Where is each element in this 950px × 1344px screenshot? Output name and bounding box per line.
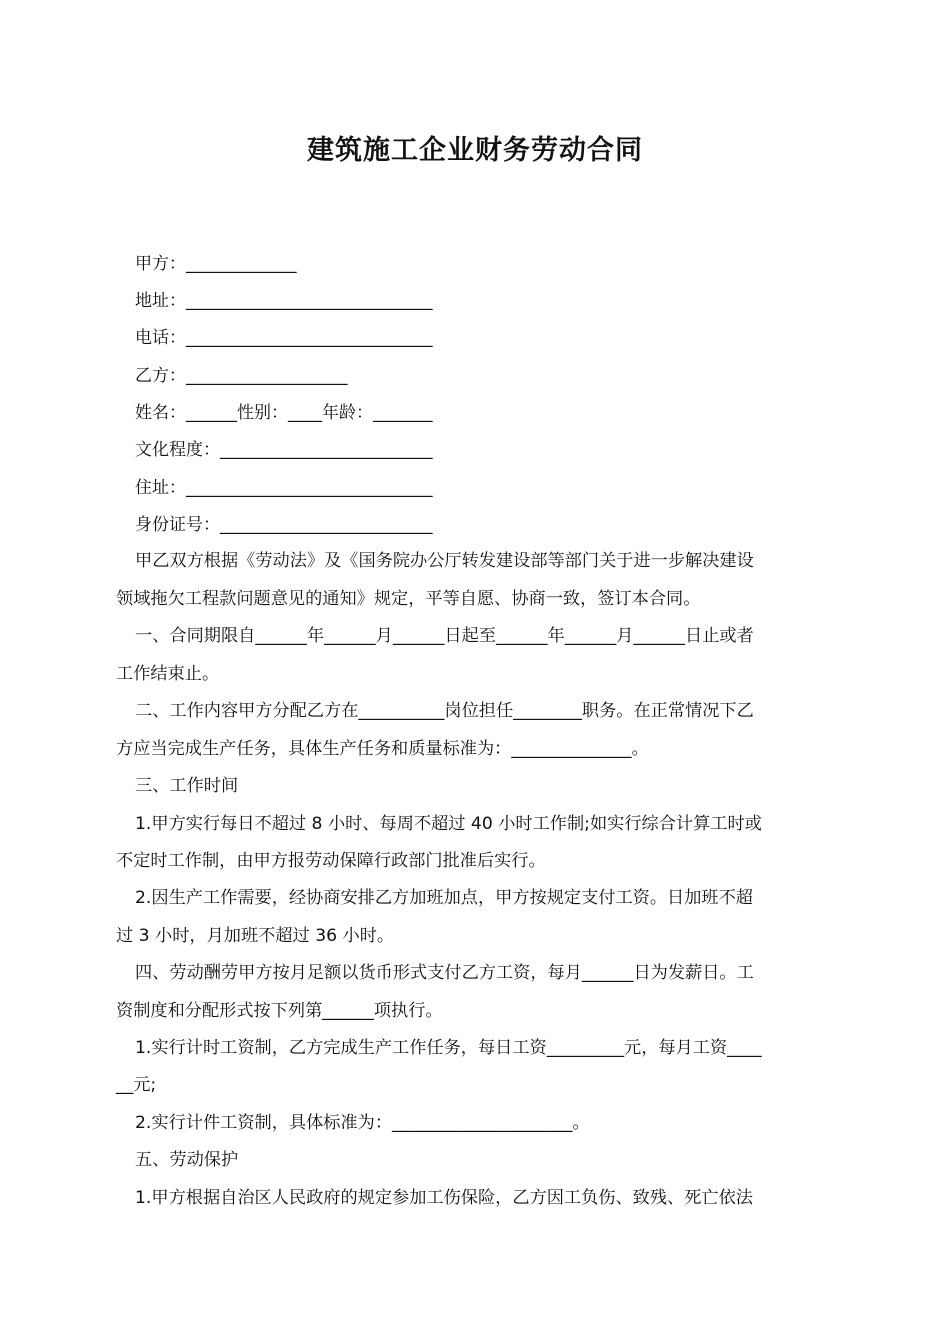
field-name-gender-age: 姓名：______性别：____年龄：_______ bbox=[135, 403, 433, 423]
body-line: 2.实行计件工资制，具体标准为：_____________________。 bbox=[135, 1113, 590, 1133]
field-party-a: 甲方：_____________ bbox=[135, 254, 297, 274]
body-line: 1.甲方根据自治区人民政府的规定参加工伤保险，乙方因工负伤、致残、死亡依法 bbox=[135, 1188, 753, 1208]
body-line: 二、工作内容甲方分配乙方在__________岗位担任________职务。在正常情况下乙 bbox=[135, 701, 754, 721]
section-heading: 三、工作时间 bbox=[135, 776, 239, 796]
body-line: 过 3 小时，月加班不超过 36 小时。 bbox=[116, 926, 395, 946]
field-phone: 电话：_____________________________ bbox=[135, 328, 433, 348]
body-line: 甲乙双方根据《劳动法》及《国务院办公厅转发建设部等部门关于进一步解决建设 bbox=[135, 551, 754, 571]
body-line: __元; bbox=[116, 1075, 157, 1095]
field-id-number: 身份证号：_________________________ bbox=[135, 515, 433, 535]
body-line: 资制度和分配形式按下列第______项执行。 bbox=[116, 1001, 443, 1021]
field-education: 文化程度：_________________________ bbox=[135, 440, 433, 460]
body-line: 不定时工作制，由甲方报劳动保障行政部门批准后实行。 bbox=[116, 851, 546, 871]
body-line: 一、合同期限自______年______月______日起至______年______月______日止或者 bbox=[135, 626, 754, 646]
body-line: 领域拖欠工程款问题意见的通知》规定，平等自愿、协商一致，签订本合同。 bbox=[116, 589, 701, 609]
body-line: 2.因生产工作需要，经协商安排乙方加班加点，甲方按规定支付工资。日加班不超 bbox=[135, 888, 753, 908]
field-party-b: 乙方：___________________ bbox=[135, 366, 348, 386]
section-heading: 五、劳动保护 bbox=[135, 1150, 239, 1170]
body-line: 工作结束止。 bbox=[116, 664, 220, 684]
field-residence: 住址：_____________________________ bbox=[135, 478, 433, 498]
document-title: 建筑施工企业财务劳动合同 bbox=[307, 135, 643, 166]
field-address: 地址：_____________________________ bbox=[135, 291, 433, 311]
body-line: 四、劳动酬劳甲方按月足额以货币形式支付乙方工资，每月______日为发薪日。工 bbox=[135, 963, 754, 983]
body-line: 1.实行计时工资制，乙方完成生产工作任务，每日工资_________元，每月工资____ bbox=[135, 1038, 762, 1058]
body-line: 方应当完成生产任务，具体生产任务和质量标准为：______________。 bbox=[116, 739, 649, 759]
body-line: 1.甲方实行每日不超过 8 小时、每周不超过 40 小时工作制;如实行综合计算工时或 bbox=[135, 814, 762, 834]
